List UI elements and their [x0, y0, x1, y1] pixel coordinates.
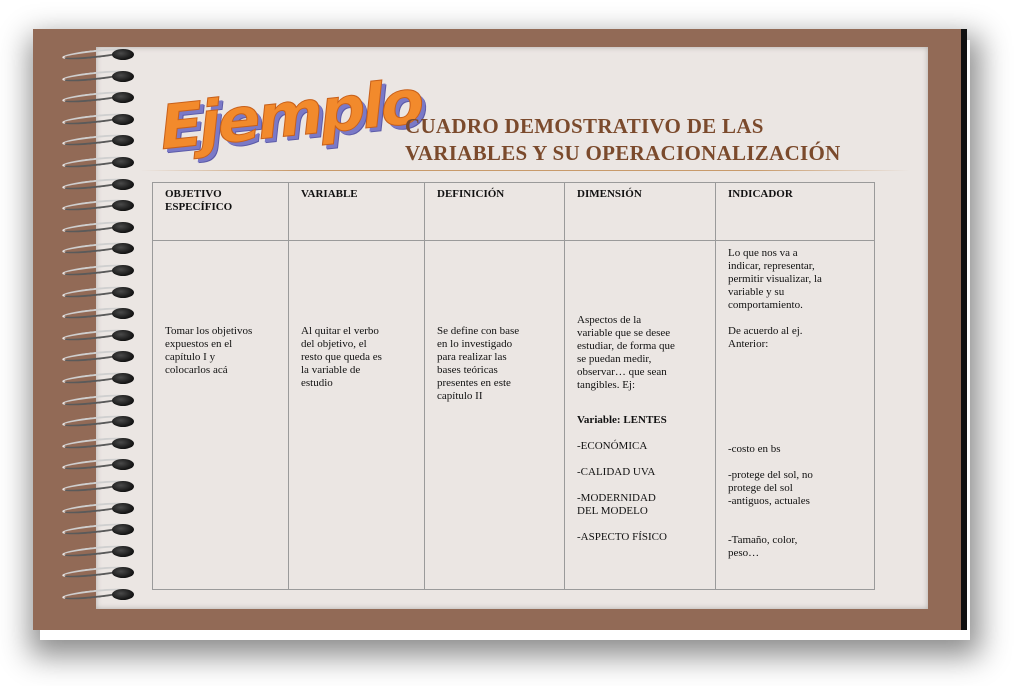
table-row: [153, 241, 875, 590]
title-divider: [140, 170, 910, 171]
spiral-ring: [60, 176, 138, 194]
header-dimension: DIMENSIÓN: [565, 183, 716, 241]
cell-variable: Al quitar el verbo del objetivo, el resto que queda es la variable de estudio: [289, 241, 425, 590]
dimension-item: -CALIDAD UVA: [577, 466, 656, 478]
spiral-ring: [60, 89, 138, 107]
ejemplo-heading: Ejemplo: [155, 64, 426, 165]
indicador-intro: Lo que nos va a indicar, representar, permitir visualizar, la variable y su comportamiento.: [728, 247, 822, 311]
spiral-binding: [60, 46, 150, 616]
spiral-ring: [60, 262, 138, 280]
header-objetivo: OBJETIVO ESPECÍFICO: [153, 183, 289, 241]
spiral-ring: [60, 197, 138, 215]
spiral-ring: [60, 219, 138, 237]
spiral-ring: [60, 543, 138, 561]
page-title: [405, 113, 841, 167]
spiral-ring: [60, 500, 138, 518]
spiral-ring: [60, 521, 138, 539]
spiral-ring: [60, 392, 138, 410]
dimension-intro: Aspectos de la variable que se desee estudiar, de forma que se puedan medir, observar… que sean tangibles. Ej:: [577, 314, 675, 391]
spiral-ring: [60, 370, 138, 388]
spiral-ring: [60, 46, 138, 64]
spiral-ring: [60, 586, 138, 604]
spiral-ring: [60, 564, 138, 582]
spiral-ring: [60, 305, 138, 323]
cell-dimension: [565, 241, 716, 590]
cell-indicador: [716, 241, 875, 590]
spiral-ring: [60, 154, 138, 172]
spiral-ring: [60, 111, 138, 129]
spiral-ring: [60, 348, 138, 366]
header-variable: VARIABLE: [289, 183, 425, 241]
operationalization-table: [152, 182, 875, 590]
header-definicion: DEFINICIÓN: [425, 183, 565, 241]
spiral-ring: [60, 435, 138, 453]
title-line-2: VARIABLES Y SU OPERACIONALIZACIÓN: [405, 141, 841, 165]
dimension-item: -MODERNIDAD DEL MODELO: [577, 492, 656, 517]
dimension-variable-label: Variable: LENTES: [577, 414, 667, 426]
title-line-1: CUADRO DEMOSTRATIVO DE LAS: [405, 114, 764, 138]
dimension-item: -ASPECTO FÍSICO: [577, 531, 667, 543]
spiral-ring: [60, 284, 138, 302]
cell-definicion: Se define con base en lo investigado para realizar las bases teóricas presentes en este capítulo II: [425, 241, 565, 590]
spiral-ring: [60, 327, 138, 345]
spiral-ring: [60, 68, 138, 86]
indicador-item: -protege del sol, no protege del sol -antiguos, actuales: [728, 469, 813, 507]
header-indicador: INDICADOR: [716, 183, 875, 241]
spiral-ring: [60, 413, 138, 431]
spiral-ring: [60, 132, 138, 150]
indicador-item: -costo en bs: [728, 443, 781, 455]
spiral-ring: [60, 240, 138, 258]
indicador-item: -Tamaño, color, peso…: [728, 534, 798, 559]
dimension-item: -ECONÓMICA: [577, 440, 648, 452]
table-header-row: [153, 183, 875, 241]
spiral-ring: [60, 456, 138, 474]
cell-objetivo: Tomar los objetivos expuestos en el capítulo I y colocarlos acá: [153, 241, 289, 590]
indicador-note: De acuerdo al ej. Anterior:: [728, 325, 803, 350]
spiral-ring: [60, 478, 138, 496]
